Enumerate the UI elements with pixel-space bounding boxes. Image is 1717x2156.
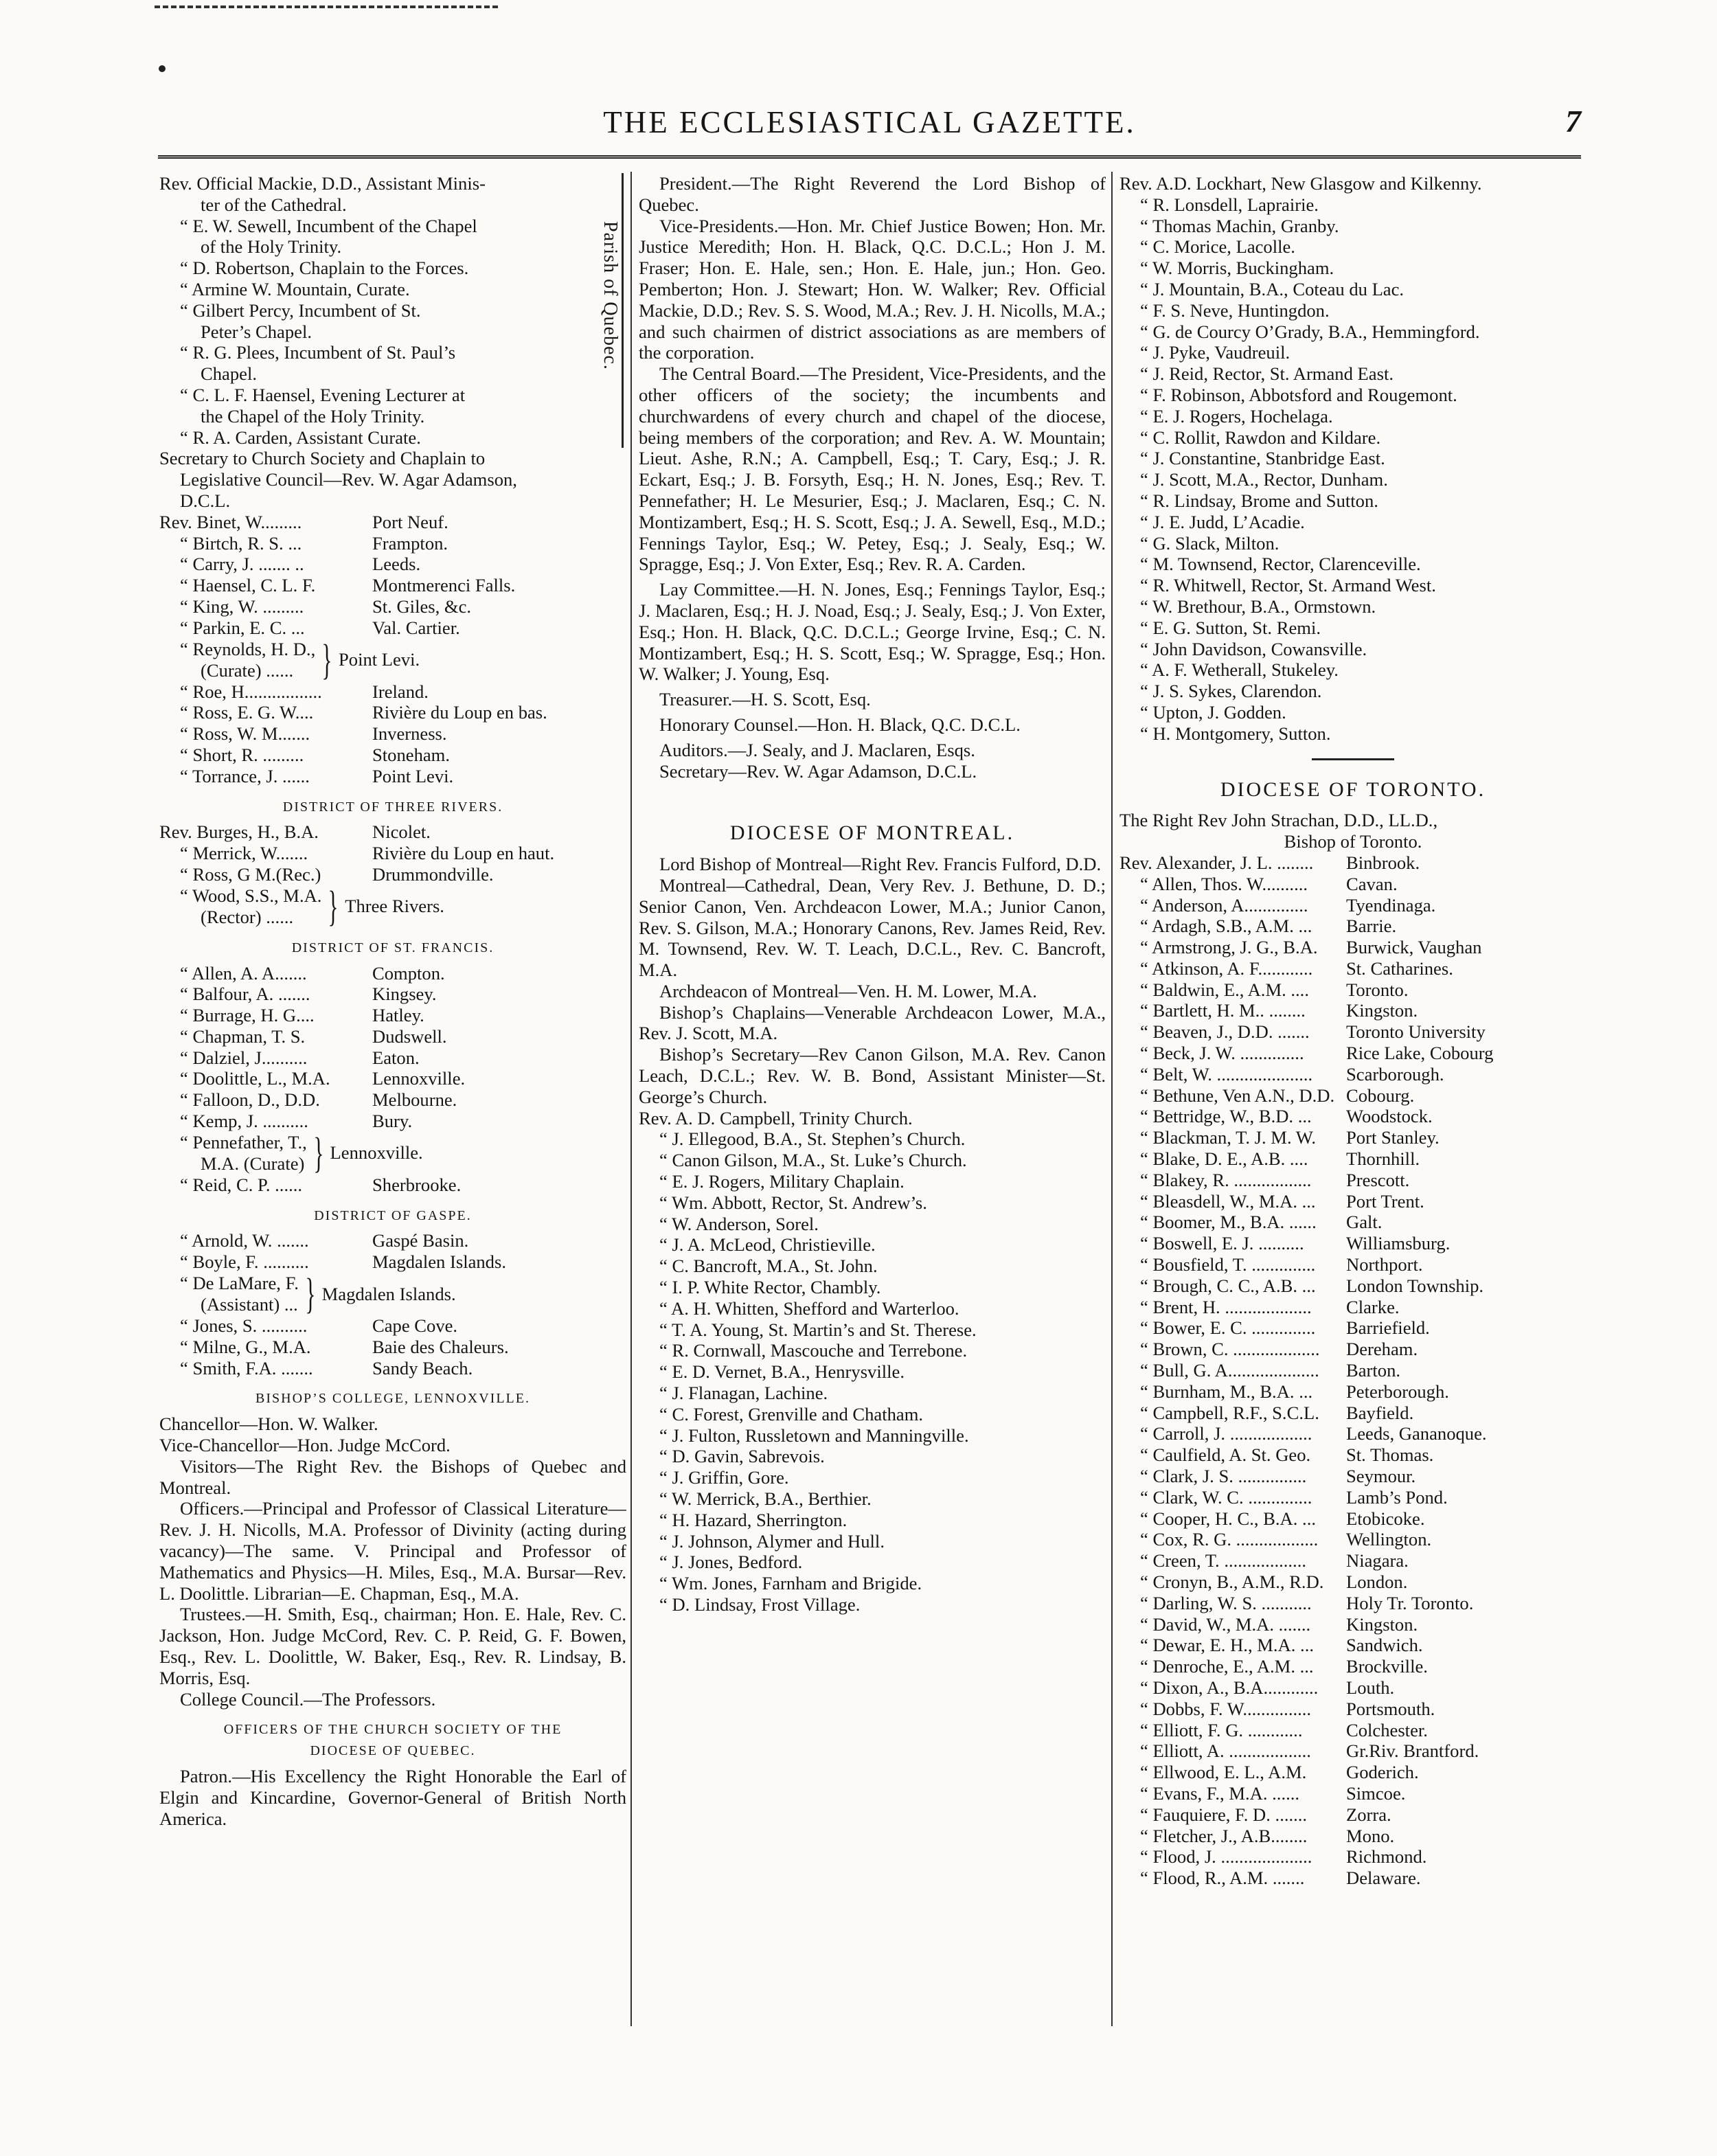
clergy-place: Lamb’s Pond. bbox=[1346, 1486, 1448, 1508]
clergy-line: “ C. Forest, Grenville and Chatham. bbox=[659, 1403, 924, 1425]
clergy-entry: “ Boyle, F. .......... Magdalen Islands. bbox=[180, 1251, 506, 1273]
clergy-entry bbox=[1119, 1783, 1587, 1804]
clergy-line: “ Armine W. Mountain, Curate. bbox=[180, 278, 410, 299]
clergy-place: Scarborough. bbox=[1346, 1063, 1444, 1085]
clergy-place: Etobicoke. bbox=[1346, 1508, 1425, 1529]
clergy-place: Richmond. bbox=[1346, 1846, 1427, 1868]
clergy-name: “ Brown, C. ................... bbox=[1140, 1339, 1320, 1360]
clergy-entry bbox=[1119, 916, 1587, 937]
central-board-paragraph: The Central Board.—The President, Vice-Presidents, and the other officers of the society; the incumbents and churchwardens of every church and chapel of the diocese, being members of the corporation; and Rev. A. W. Mountain; Lieut. Ashe, R.N.; A. Campbell, Esq.; T. Cary, Esq.; J. R. Eckart, Esq.; J. B. Forsyth, Esq.; H. N. Jones, Esq.; Rev. T. Pennefather; H. Le Mesurier, Esq.; J. Maclaren, Esq.; C. N. Montizambert, Esq.; H. S. Scott, Esq.; J. A. Sewell, Esq., M.D.; Fennings Taylor, Esq.; W. Petey, Esq.; J. Sealy, Esq.; W. Spragge, Esq.; J. Von Exter, Esq.; Rev. R. A. Carden. bbox=[639, 363, 1106, 575]
clergy-name: “ Bousfield, T. .............. bbox=[1140, 1254, 1316, 1275]
clergy-name: “ Anderson, A.............. bbox=[1140, 894, 1308, 916]
section-heading: BISHOP’S COLLEGE, LENNOXVILLE. bbox=[255, 1391, 530, 1407]
clergy-name: “ Clark, J. S. ............... bbox=[1140, 1466, 1307, 1487]
clergy-name: “ Blake, D. E., A.B. .... bbox=[1140, 1148, 1308, 1170]
clergy-place: Rice Lake, Cobourg bbox=[1346, 1043, 1494, 1064]
clergy-line: “ E. J. Rogers, Military Chaplain. bbox=[659, 1171, 905, 1192]
clergy-name: “ Ellwood, E. L., A.M. bbox=[1140, 1762, 1307, 1783]
clergy-name: “ Campbell, R.F., S.C.L. bbox=[1140, 1402, 1319, 1423]
clergy-line: Rev. A. D. Campbell, Trinity Church. bbox=[639, 1107, 913, 1128]
council-paragraph: College Council.—The Professors. bbox=[180, 1688, 436, 1710]
lay-committee-paragraph: Lay Committee.—H. N. Jones, Esq.; Fennings Taylor, Esq.; J. Maclaren, Esq.; H. J. Noad, Esq.; J. Sealy, Esq.; J. Von Exter, Esq.; Hon. H. Black, Q.C. D.C.L.; George Irvine, Esq.; C. N. Montizambert, Esq.; H. S. Scott, Esq.; W. Spragge, Esq.; Hon. W. Walker; J. Young, Esq. bbox=[639, 579, 1106, 685]
clergy-entry bbox=[1119, 1487, 1587, 1508]
clergy-entry bbox=[1119, 1085, 1587, 1107]
clergy-line: “ D. Lindsay, Frost Village. bbox=[659, 1594, 861, 1615]
clergy-name: “ Bethune, Ven A.N., D.D. bbox=[1140, 1085, 1335, 1106]
clergy-entry bbox=[1119, 1000, 1587, 1021]
clergy-place: Niagara. bbox=[1346, 1550, 1409, 1571]
clergy-entry bbox=[1119, 1339, 1587, 1360]
secretary-line: D.C.L. bbox=[180, 490, 231, 511]
clergy-name: “ Dixon, A., B.A............ bbox=[1140, 1677, 1319, 1698]
clergy-name: “ Blackman, T. J. M. W. bbox=[1140, 1127, 1317, 1148]
clergy-entry bbox=[1119, 1170, 1587, 1191]
diocese-heading: DIOCESE OF MONTREAL. bbox=[729, 821, 1015, 845]
clergy-entry bbox=[1119, 1550, 1587, 1571]
clergy-entry bbox=[1119, 1106, 1587, 1127]
clergy-line: “ Upton, J. Godden. bbox=[1140, 701, 1286, 723]
clergy-line: “ R. Cornwall, Mascouche and Terrebone. bbox=[659, 1340, 968, 1361]
ink-dot bbox=[159, 65, 166, 72]
clergy-name: “ Caulfield, A. St. Geo. bbox=[1140, 1444, 1311, 1466]
clergy-line: “ H. Hazard, Sherrington. bbox=[659, 1509, 848, 1530]
clergy-line: “ R. Whitwell, Rector, St. Armand West. bbox=[1140, 575, 1436, 596]
clergy-name: “ Blakey, R. ................. bbox=[1140, 1169, 1312, 1190]
clergy-entry: “ Falloon, D., D.D. Melbourne. bbox=[180, 1089, 457, 1111]
clergy-entry: “ Jones, S. .......... Cape Cove. bbox=[180, 1315, 458, 1337]
clergy-entry: “ Allen, A. A....... Compton. bbox=[180, 962, 445, 984]
clergy-entry bbox=[1119, 1317, 1587, 1339]
clergy-entry: “ Haensel, C. L. F. Montmerenci Falls. bbox=[180, 575, 516, 596]
clergy-entry: “ Short, R. ......... Stoneham. bbox=[180, 744, 451, 765]
clergy-entry: Rev. Burges, H., B.A. Nicolet. bbox=[159, 821, 431, 843]
clergy-place: St. Catharines. bbox=[1346, 957, 1453, 979]
auditors-paragraph: Auditors.—J. Sealy, and J. Maclaren, Esqs. bbox=[659, 739, 975, 760]
clergy-place: St. Thomas. bbox=[1346, 1444, 1434, 1466]
clergy-entry bbox=[1119, 958, 1587, 979]
clergy-line: “ R. G. Plees, Incumbent of St. Paul’s bbox=[180, 342, 456, 363]
clergy-entry: “ Carry, J. ....... .. Leeds. bbox=[180, 554, 421, 575]
clergy-line: “ J. Flanagan, Lachine. bbox=[659, 1383, 828, 1404]
clergy-name: “ Flood, J. .................... bbox=[1140, 1846, 1312, 1868]
secretary-paragraph: Secretary—Rev. W. Agar Adamson, D.C.L. bbox=[659, 760, 977, 782]
clergy-entry bbox=[1119, 1423, 1587, 1444]
clergy-name: “ Armstrong, J. G., B.A. bbox=[1140, 937, 1318, 958]
clergy-name: “ Dobbs, F. W............... bbox=[1140, 1698, 1312, 1719]
section-separator bbox=[1312, 758, 1394, 760]
page-header bbox=[158, 104, 1581, 146]
clergy-name: “ Clark, W. C. .............. bbox=[1140, 1486, 1312, 1508]
clergy-line: “ C. Bancroft, M.A., St. John. bbox=[659, 1256, 878, 1277]
clergy-place: Cavan. bbox=[1346, 873, 1398, 894]
clergy-place: Sandwich. bbox=[1346, 1635, 1423, 1656]
clergy-entry: “ Torrance, J. ...... Point Levi. bbox=[180, 765, 454, 786]
clergy-entry: Rev. Binet, W......... Port Neuf. bbox=[159, 511, 448, 532]
column-divider bbox=[630, 172, 632, 2026]
clergy-line: “ Gilbert Percy, Incumbent of St. bbox=[180, 299, 421, 321]
clergy-place: Bayfield. bbox=[1346, 1402, 1414, 1423]
clergy-entry: “ Smith, F.A. ....... Sandy Beach. bbox=[180, 1357, 473, 1378]
clergy-place: Mono. bbox=[1346, 1825, 1395, 1846]
clergy-place: Goderich. bbox=[1346, 1762, 1419, 1783]
top-border-rule bbox=[155, 5, 498, 8]
clergy-line: “ W. Brethour, B.A., Ormstown. bbox=[1140, 595, 1376, 617]
montreal-paragraph: Montreal—Cathedral, Dean, Very Rev. J. Bethune, D. D.; Senior Canon, Ven. Archdeacon Lower, M.A.; Junior Canon, Rev. S. Gilson, M.A.; Honorary Canons, Rev. James Reid, Rev. M. Townsend, Rev. W. T. Leach, D.C.L., Rev. C. Bancroft, M.A. bbox=[639, 874, 1106, 981]
clergy-name: “ Flood, R., A.M. ....... bbox=[1140, 1868, 1305, 1889]
clergy-line: of the Holy Trinity. bbox=[201, 236, 342, 258]
clergy-line: “ J. Mountain, B.A., Coteau du Lac. bbox=[1140, 278, 1405, 299]
president-paragraph: President.—The Right Reverend the Lord Bishop of Quebec. bbox=[639, 173, 1106, 215]
clergy-place: Barrie. bbox=[1346, 916, 1397, 937]
clergy-name: “ Bartlett, H. M.. ........ bbox=[1140, 1000, 1306, 1021]
vice-presidents-paragraph: Vice-Presidents.—Hon. Mr. Chief Justice Bowen; Hon. Mr. Justice Meredith; Hon. H. Black, Q.C. D.C.L.; Hon J. M. Fraser; Hon. E. Hale, sen.; Hon. E. Hale, jun.; Hon. Geo. Pemberton; Hon. J. Stewart; Hon. W. Walker; Rev. Official Mackie, D.D.; Rev. S. S. Wood, M.A.; Rev. J. H. Nicolls, M.A.; and such chairmen of district associations as are members of the corporation. bbox=[639, 215, 1106, 363]
clergy-entry bbox=[1119, 1635, 1587, 1656]
clergy-place: Kingston. bbox=[1346, 1000, 1418, 1021]
clergy-entry-group: “ Reynolds, H. D., (Curate) ...... } Point Levi. bbox=[180, 636, 420, 683]
clergy-entry bbox=[1119, 1804, 1587, 1826]
treasurer-paragraph: Treasurer.—H. S. Scott, Esq. bbox=[659, 689, 871, 710]
clergy-line: “ Wm. Jones, Farnham and Brigide. bbox=[659, 1573, 922, 1594]
clergy-place: Zorra. bbox=[1346, 1804, 1391, 1825]
clergy-line: “ G. de Courcy O’Grady, B.A., Hemmingford. bbox=[1140, 321, 1480, 342]
clergy-line: “ E. J. Rogers, Hochelaga. bbox=[1140, 405, 1333, 427]
clergy-name: “ Darling, W. S. ........... bbox=[1140, 1592, 1312, 1613]
clergy-name: “ Burnham, M., B.A. ... bbox=[1140, 1381, 1313, 1402]
clergy-name: “ Dewar, E. H., M.A. ... bbox=[1140, 1635, 1314, 1656]
clergy-line: “ J. Ellegood, B.A., St. Stephen’s Church. bbox=[659, 1128, 966, 1150]
clergy-place: Tyendinaga. bbox=[1346, 894, 1436, 916]
clergy-entry: “ Merrick, W....... Rivière du Loup en haut. bbox=[180, 843, 555, 864]
clergy-name: “ Cooper, H. C., B.A. ... bbox=[1140, 1508, 1316, 1529]
clergy-entry bbox=[1119, 1064, 1587, 1085]
clergy-line: “ J. Johnson, Alymer and Hull. bbox=[659, 1530, 885, 1552]
clergy-place: London. bbox=[1346, 1571, 1408, 1592]
clergy-line: “ F. Robinson, Abbotsford and Rougemont. bbox=[1140, 384, 1457, 405]
clergy-line: “ C. Morice, Lacolle. bbox=[1140, 236, 1295, 258]
clergy-entry-group: “ De LaMare, F. (Assistant) ... } Magdalen Islands. bbox=[180, 1271, 456, 1318]
clergy-name: “ Brent, H. ................... bbox=[1140, 1296, 1312, 1317]
clergy-line: “ Thomas Machin, Granby. bbox=[1140, 215, 1339, 236]
clergy-line: “ J. Fulton, Russletown and Manningville. bbox=[659, 1425, 969, 1446]
clergy-place: Thornhill. bbox=[1346, 1148, 1420, 1170]
clergy-name: “ Bettridge, W., B.D. ... bbox=[1140, 1106, 1312, 1127]
clergy-name: “ Bull, G. A.................... bbox=[1140, 1360, 1319, 1381]
clergy-name: “ Denroche, E., A.M. ... bbox=[1140, 1656, 1314, 1677]
trustees-paragraph: Trustees.—H. Smith, Esq., chairman; Hon. E. Hale, Rev. C. Jackson, Hon. Judge McCord, Rev. C. P. Reid, G. F. Bowen, Esq., Rev. L. Doolittle, W. Baker, Esq., Rev. R. Lindsay, B. Morris, Esq. bbox=[159, 1604, 626, 1688]
clergy-place: Louth. bbox=[1346, 1677, 1395, 1698]
quebec-parish-group bbox=[159, 173, 624, 448]
clergy-line: “ J. Reid, Rector, St. Armand East. bbox=[1140, 363, 1394, 385]
clergy-place: Galt. bbox=[1346, 1212, 1383, 1233]
clergy-name: “ Cronyn, B., A.M., R.D. bbox=[1140, 1571, 1324, 1592]
column-2 bbox=[639, 173, 1106, 2041]
clergy-name: “ Cox, R. G. .................. bbox=[1140, 1529, 1319, 1550]
clergy-entry: “ Roe, H................. Ireland. bbox=[180, 681, 429, 702]
clergy-place: Barriefield. bbox=[1346, 1317, 1430, 1339]
clergy-entry bbox=[1119, 1360, 1587, 1381]
clergy-entry bbox=[1119, 1699, 1587, 1720]
clergy-line: “ A. H. Whitten, Shefford and Warterloo. bbox=[659, 1297, 959, 1319]
clergy-line: “ John Davidson, Cowansville. bbox=[1140, 638, 1367, 659]
clergy-place: Williamsburg. bbox=[1346, 1233, 1451, 1254]
clergy-line: “ M. Townsend, Rector, Clarenceville. bbox=[1140, 554, 1421, 575]
clergy-line: Rev. A.D. Lockhart, New Glasgow and Kilkenny. bbox=[1119, 173, 1482, 194]
clergy-entry: “ Ross, W. M....... Inverness. bbox=[180, 723, 447, 745]
bishop-line: Bishop of Toronto. bbox=[1284, 831, 1422, 852]
clergy-line: ter of the Cathedral. bbox=[201, 194, 347, 215]
clergy-line: “ J. S. Sykes, Clarendon. bbox=[1140, 681, 1322, 702]
section-heading: DISTRICT OF ST. FRANCIS. bbox=[291, 940, 494, 955]
section-heading: DIOCESE OF QUEBEC. bbox=[310, 1743, 476, 1759]
clergy-entry bbox=[1119, 1677, 1587, 1699]
clergy-place: Kingston. bbox=[1346, 1613, 1418, 1635]
clergy-name: Rev. Alexander, J. L. ........ bbox=[1119, 852, 1314, 873]
clergy-line: the Chapel of the Holy Trinity. bbox=[201, 405, 425, 427]
clergy-line: “ R. A. Carden, Assistant Curate. bbox=[180, 427, 421, 448]
section-heading: DISTRICT OF THREE RIVERS. bbox=[282, 799, 503, 815]
clergy-name: “ Carroll, J. .................. bbox=[1140, 1423, 1312, 1444]
clergy-entry bbox=[1119, 1868, 1587, 1889]
clergy-entry bbox=[1119, 1529, 1587, 1550]
clergy-name: “ Elliott, A. .................. bbox=[1140, 1740, 1311, 1762]
clergy-entry: “ Milne, G., M.A. Baie des Chaleurs. bbox=[180, 1336, 509, 1357]
clergy-line: “ R. Lindsay, Brome and Sutton. bbox=[1140, 490, 1378, 511]
clergy-entry bbox=[1119, 895, 1587, 916]
clergy-entry bbox=[1119, 1297, 1587, 1318]
clergy-place: Holy Tr. Toronto. bbox=[1346, 1592, 1474, 1613]
clergy-line: “ D. Gavin, Sabrevois. bbox=[659, 1446, 825, 1467]
clergy-entry: “ Ross, E. G. W.... Rivière du Loup en bas. bbox=[180, 702, 547, 723]
clergy-line: “ E. G. Sutton, St. Remi. bbox=[1140, 617, 1321, 638]
clergy-entry bbox=[1119, 1593, 1587, 1614]
bishop-line: The Right Rev John Strachan, D.D., LL.D., bbox=[1119, 810, 1438, 831]
clergy-name: “ Elliott, F. G. ............ bbox=[1140, 1719, 1303, 1740]
clergy-entry: “ Ross, G M.(Rec.) Drummondville. bbox=[180, 863, 494, 885]
clergy-entry: “ Doolittle, L., M.A. Lennoxville. bbox=[180, 1068, 466, 1089]
college-line: Vice-Chancellor—Hon. Judge McCord. bbox=[159, 1435, 451, 1456]
clergy-entry bbox=[1119, 1826, 1587, 1847]
clergy-line: “ J. A. McLeod, Christieville. bbox=[659, 1234, 876, 1256]
clergy-entry bbox=[1119, 1846, 1587, 1868]
brace-icon: } bbox=[321, 636, 332, 683]
clergy-line: “ J. Griffin, Gore. bbox=[659, 1467, 789, 1488]
column-divider bbox=[1111, 172, 1113, 2026]
college-line: Chancellor—Hon. W. Walker. bbox=[159, 1414, 378, 1435]
clergy-entry: “ Arnold, W. ....... Gaspé Basin. bbox=[180, 1230, 469, 1251]
section-heading: DISTRICT OF GASPE. bbox=[314, 1207, 472, 1223]
clergy-entry bbox=[1119, 1212, 1587, 1233]
clergy-place: London Township. bbox=[1346, 1275, 1484, 1296]
clergy-line: “ C. L. F. Haensel, Evening Lecturer at bbox=[180, 384, 466, 405]
clergy-entry bbox=[1119, 1127, 1587, 1148]
clergy-entry bbox=[1119, 1381, 1587, 1403]
clergy-name: “ Beaven, J., D.D. ....... bbox=[1140, 1021, 1310, 1043]
clergy-line: “ R. Lonsdell, Laprairie. bbox=[1140, 194, 1319, 215]
clergy-line: “ J. Constantine, Stanbridge East. bbox=[1140, 448, 1385, 469]
clergy-place: Gr.Riv. Brantford. bbox=[1346, 1740, 1479, 1762]
clergy-place: Colchester. bbox=[1346, 1719, 1428, 1740]
clergy-name: “ Creen, T. .................. bbox=[1140, 1550, 1307, 1571]
clergy-name: “ Belt, W. ..................... bbox=[1140, 1063, 1313, 1085]
page-title: THE ECCLESIASTICAL GAZETTE. bbox=[603, 105, 1136, 139]
toronto-clergy-list bbox=[1119, 852, 1587, 1889]
clergy-place: Cobourg. bbox=[1346, 1085, 1415, 1106]
clergy-entry-group: “ Wood, S.S., M.A. (Rector) ...... } Three Rivers. bbox=[180, 883, 444, 930]
clergy-name: “ Fletcher, J., A.B........ bbox=[1140, 1825, 1308, 1846]
brace-icon: } bbox=[305, 1271, 316, 1318]
clergy-line: “ J. Pyke, Vaudreuil. bbox=[1140, 342, 1290, 363]
clergy-line: “ J. Scott, M.A., Rector, Dunham. bbox=[1140, 469, 1388, 490]
clergy-name: “ Baldwin, E., A.M. .... bbox=[1140, 979, 1309, 1000]
clergy-line: “ D. Robertson, Chaplain to the Forces. bbox=[180, 258, 469, 279]
brace-icon: } bbox=[313, 1129, 324, 1177]
clergy-name: “ David, W., M.A. ....... bbox=[1140, 1613, 1311, 1635]
clergy-place: Dereham. bbox=[1346, 1339, 1418, 1360]
clergy-entry bbox=[1119, 1021, 1587, 1043]
clergy-place: Burwick, Vaughan bbox=[1346, 937, 1482, 958]
clergy-place: Woodstock. bbox=[1346, 1106, 1433, 1127]
clergy-entry bbox=[1119, 852, 1587, 874]
clergy-place: Portsmouth. bbox=[1346, 1698, 1435, 1719]
clergy-line: Peter’s Chapel. bbox=[201, 321, 312, 342]
clergy-entry: “ Chapman, T. S. Dudswell. bbox=[180, 1025, 447, 1047]
clergy-line: Rev. Official Mackie, D.D., Assistant Minis- bbox=[159, 173, 486, 194]
clergy-entry: “ Reid, C. P. ...... Sherbrooke. bbox=[180, 1174, 462, 1195]
clergy-line: “ W. Merrick, B.A., Berthier. bbox=[659, 1488, 872, 1510]
clergy-place: Prescott. bbox=[1346, 1169, 1410, 1190]
clergy-line: “ J. Jones, Bedford. bbox=[659, 1552, 803, 1573]
clergy-entry bbox=[1119, 1762, 1587, 1783]
clergy-line: “ I. P. White Rector, Chambly. bbox=[659, 1277, 881, 1298]
clergy-entry-group: “ Pennefather, T., M.A. (Curate) } Lennoxville. bbox=[180, 1129, 423, 1177]
header-rule bbox=[158, 155, 1581, 159]
clergy-line: “ J. E. Judd, L’Acadie. bbox=[1140, 511, 1305, 532]
column-1 bbox=[159, 173, 626, 2041]
clergy-place: Leeds, Gananoque. bbox=[1346, 1423, 1487, 1444]
parish-label: Parish of Quebec. bbox=[600, 221, 621, 370]
clergy-line: “ E. D. Vernet, B.A., Henrysville. bbox=[659, 1361, 905, 1383]
clergy-line: “ G. Slack, Milton. bbox=[1140, 532, 1280, 554]
clergy-line: “ H. Montgomery, Sutton. bbox=[1140, 723, 1331, 744]
clergy-entry bbox=[1119, 1740, 1587, 1762]
clergy-entry bbox=[1119, 1571, 1587, 1593]
clergy-place: Northport. bbox=[1346, 1254, 1423, 1275]
clergy-place: Barton. bbox=[1346, 1360, 1401, 1381]
clergy-place: Delaware. bbox=[1346, 1868, 1421, 1889]
column-3 bbox=[1119, 173, 1587, 2041]
clergy-place: Binbrook. bbox=[1346, 852, 1420, 873]
clergy-entry: “ Burrage, H. G.... Hatley. bbox=[180, 1005, 424, 1026]
brace-icon: } bbox=[328, 883, 339, 930]
visitors-paragraph: Visitors—The Right Rev. the Bishops of Quebec and Montreal. bbox=[159, 1455, 626, 1498]
patron-paragraph: Patron.—His Excellency the Right Honorable the Earl of Elgin and Kincardine, Governor-General of British North America. bbox=[159, 1766, 626, 1829]
clergy-place: Toronto. bbox=[1346, 979, 1409, 1000]
clergy-place: Seymour. bbox=[1346, 1466, 1416, 1487]
clergy-place: Port Trent. bbox=[1346, 1190, 1424, 1212]
clergy-entry bbox=[1119, 1508, 1587, 1530]
clergy-line: Chapel. bbox=[201, 363, 257, 385]
clergy-place: Clarke. bbox=[1346, 1296, 1400, 1317]
clergy-line: “ W. Morris, Buckingham. bbox=[1140, 258, 1334, 279]
secretary-line: Secretary to Church Society and Chaplain to bbox=[159, 448, 486, 469]
montreal-paragraph: Bishop’s Secretary—Rev Canon Gilson, M.A. Rev. Canon Leach, D.C.L.; Rev. W. B. Bond, Assistant Minister—St. George’s Church. bbox=[639, 1044, 1106, 1107]
clergy-place: Toronto University bbox=[1346, 1021, 1486, 1043]
clergy-place: Peterborough. bbox=[1346, 1381, 1449, 1402]
clergy-line: “ W. Anderson, Sorel. bbox=[659, 1213, 819, 1234]
clergy-entry bbox=[1119, 979, 1587, 1001]
clergy-entry: “ Dalziel, J.......... Eaton. bbox=[180, 1047, 420, 1068]
clergy-name: “ Boomer, M., B.A. ...... bbox=[1140, 1212, 1317, 1233]
clergy-entry bbox=[1119, 1614, 1587, 1635]
clergy-entry bbox=[1119, 1148, 1587, 1170]
clergy-entry bbox=[1119, 1444, 1587, 1466]
clergy-name: “ Boswell, E. J. .......... bbox=[1140, 1233, 1304, 1254]
clergy-place: Brockville. bbox=[1346, 1656, 1428, 1677]
clergy-entry bbox=[1119, 1720, 1587, 1741]
counsel-paragraph: Honorary Counsel.—Hon. H. Black, Q.C. D.C.L. bbox=[659, 714, 1021, 735]
diocese-heading: DIOCESE OF TORONTO. bbox=[1220, 778, 1486, 801]
clergy-entry bbox=[1119, 1466, 1587, 1487]
clergy-line: “ Wm. Abbott, Rector, St. Andrew’s. bbox=[659, 1192, 927, 1213]
montreal-paragraph: Bishop’s Chaplains—Venerable Archdeacon Lower, M.A., Rev. J. Scott, M.A. bbox=[639, 1001, 1106, 1044]
officers-paragraph: Officers.—Principal and Professor of Classical Literature—Rev. J. H. Nicolls, M.A. Professor of Divinity (acting during vacancy)—The same. V. Principal and Professor of Mathematics and Physics—H. Miles, Esq., M.A. Bursar—Rev. L. Doolittle. Librarian—E. Chapman, Esq., M.A. bbox=[159, 1498, 626, 1604]
section-heading: OFFICERS OF THE CHURCH SOCIETY OF THE bbox=[223, 1722, 562, 1738]
clergy-place: Simcoe. bbox=[1346, 1782, 1406, 1804]
clergy-place: Port Stanley. bbox=[1346, 1127, 1440, 1148]
clergy-entry: “ Balfour, A. ....... Kingsey. bbox=[180, 984, 437, 1005]
clergy-name: “ Brough, C. C., A.B. ... bbox=[1140, 1275, 1316, 1296]
clergy-entry: “ Kemp, J. .......... Bury. bbox=[180, 1111, 413, 1132]
clergy-name: “ Bower, E. C. .............. bbox=[1140, 1317, 1316, 1339]
clergy-entry: “ Birtch, R. S. ... Frampton. bbox=[180, 532, 448, 554]
clergy-entry bbox=[1119, 1191, 1587, 1212]
clergy-name: “ Ardagh, S.B., A.M. ... bbox=[1140, 916, 1312, 937]
secretary-line: Legislative Council—Rev. W. Agar Adamson, bbox=[180, 469, 517, 490]
clergy-line: “ T. A. Young, St. Martin’s and St. Therese. bbox=[659, 1319, 977, 1340]
clergy-entry bbox=[1119, 1233, 1587, 1254]
page-number: 7 bbox=[1565, 104, 1581, 139]
clergy-entry bbox=[1119, 937, 1587, 958]
clergy-name: “ Evans, F., M.A. ...... bbox=[1140, 1782, 1300, 1804]
clergy-name: “ Bleasdell, W., M.A. ... bbox=[1140, 1190, 1316, 1212]
clergy-line: “ Canon Gilson, M.A., St. Luke’s Church. bbox=[659, 1150, 967, 1171]
clergy-name: “ Allen, Thos. W.......... bbox=[1140, 873, 1308, 894]
clergy-entry: “ Parkin, E. C. ... Val. Cartier. bbox=[180, 617, 460, 638]
montreal-paragraph: Archdeacon of Montreal—Ven. H. M. Lower, M.A. bbox=[659, 980, 1037, 1001]
clergy-line: “ E. W. Sewell, Incumbent of the Chapel bbox=[180, 215, 477, 236]
montreal-paragraph: Lord Bishop of Montreal—Right Rev. Francis Fulford, D.D. bbox=[659, 854, 1102, 875]
clergy-name: “ Atkinson, A. F............ bbox=[1140, 957, 1313, 979]
clergy-line: “ F. S. Neve, Huntingdon. bbox=[1140, 299, 1330, 321]
clergy-entry: “ King, W. ......... St. Giles, &c. bbox=[180, 595, 472, 617]
clergy-line: “ C. Rollit, Rawdon and Kildare. bbox=[1140, 427, 1381, 448]
clergy-entry bbox=[1119, 1254, 1587, 1275]
clergy-entry bbox=[1119, 1656, 1587, 1677]
clergy-name: “ Beck, J. W. .............. bbox=[1140, 1043, 1304, 1064]
clergy-entry bbox=[1119, 1043, 1587, 1064]
clergy-line: “ A. F. Wetherall, Stukeley. bbox=[1140, 659, 1339, 681]
clergy-entry bbox=[1119, 874, 1587, 895]
clergy-entry bbox=[1119, 1403, 1587, 1424]
clergy-name: “ Fauquiere, F. D. ....... bbox=[1140, 1804, 1308, 1825]
clergy-place: Wellington. bbox=[1346, 1529, 1432, 1550]
clergy-entry bbox=[1119, 1275, 1587, 1297]
